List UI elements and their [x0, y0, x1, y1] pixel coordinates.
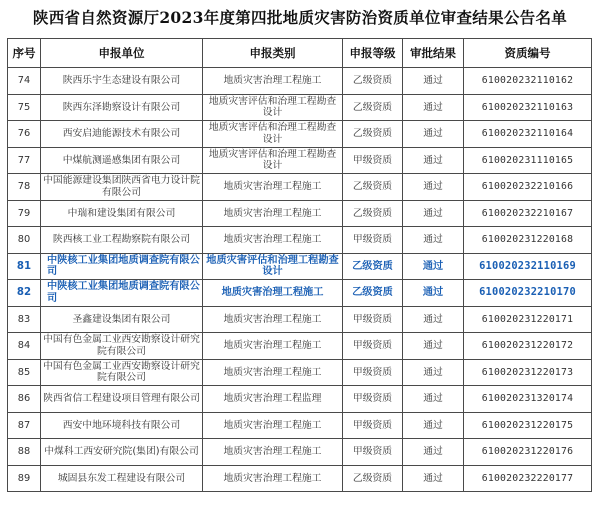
table-row — [8, 359, 592, 386]
cell-result: 通过 — [403, 280, 464, 307]
cell-code: 610020232210167 — [464, 200, 592, 227]
cell-number: 75 — [8, 94, 41, 121]
table-row — [8, 147, 592, 174]
cell-code: 610020231220168 — [464, 227, 592, 254]
table-row — [8, 306, 592, 333]
cell-number: 87 — [8, 412, 41, 439]
cell-code: 610020232110169 — [464, 253, 592, 280]
cell-category: 地质灾害治理工程施工 — [203, 200, 343, 227]
cell-result: 通过 — [403, 200, 464, 227]
cell-category: 地质灾害治理工程施工 — [203, 174, 343, 201]
cell-result: 通过 — [403, 227, 464, 254]
cell-unit: 中煤航测遥感集团有限公司 — [41, 147, 203, 174]
cell-number: 81 — [8, 253, 41, 280]
cell-category: 地质灾害治理工程施工 — [203, 359, 343, 386]
cell-category: 地质灾害评估和治理工程勘查设计 — [203, 147, 343, 174]
cell-code: 610020232210166 — [464, 174, 592, 201]
cell-category: 地质灾害治理工程施工 — [203, 465, 343, 492]
cell-result: 通过 — [403, 359, 464, 386]
cell-number: 78 — [8, 174, 41, 201]
cell-number: 84 — [8, 333, 41, 360]
cell-level: 乙级资质 — [343, 200, 403, 227]
cell-number: 79 — [8, 200, 41, 227]
cell-result: 通过 — [403, 333, 464, 360]
cell-code: 610020232220177 — [464, 465, 592, 492]
cell-result: 通过 — [403, 465, 464, 492]
cell-number: 74 — [8, 68, 41, 95]
cell-category: 地质灾害治理工程施工 — [203, 333, 343, 360]
cell-number: 82 — [8, 280, 41, 307]
cell-level: 甲级资质 — [343, 227, 403, 254]
cell-unit: 城固县东发工程建设有限公司 — [41, 465, 203, 492]
cell-level: 甲级资质 — [343, 439, 403, 466]
table-body — [8, 68, 592, 492]
table-row — [8, 412, 592, 439]
table-row — [8, 465, 592, 492]
cell-unit: 陕西乐宇生态建设有限公司 — [41, 68, 203, 95]
cell-number: 86 — [8, 386, 41, 413]
cell-category: 地质灾害治理工程施工 — [203, 306, 343, 333]
cell-category: 地质灾害治理工程施工 — [203, 280, 343, 307]
cell-result: 通过 — [403, 174, 464, 201]
cell-level: 乙级资质 — [343, 68, 403, 95]
column-header-result: 审批结果 — [403, 39, 464, 68]
column-header-code: 资质编号 — [464, 39, 592, 68]
cell-category: 地质灾害治理工程施工 — [203, 68, 343, 95]
cell-code: 610020232110162 — [464, 68, 592, 95]
table-row — [8, 280, 592, 307]
cell-level: 甲级资质 — [343, 306, 403, 333]
cell-code: 610020231320174 — [464, 386, 592, 413]
cell-code: 610020231220176 — [464, 439, 592, 466]
cell-code: 610020232110163 — [464, 94, 592, 121]
cell-number: 76 — [8, 121, 41, 148]
cell-category: 地质灾害治理工程监理 — [203, 386, 343, 413]
table-row — [8, 200, 592, 227]
cell-level: 甲级资质 — [343, 333, 403, 360]
cell-unit: 中国有色金属工业西安勘察设计研究院有限公司 — [41, 333, 203, 360]
cell-level: 乙级资质 — [343, 121, 403, 148]
cell-code: 610020231220171 — [464, 306, 592, 333]
cell-result: 通过 — [403, 147, 464, 174]
table-row — [8, 386, 592, 413]
cell-number: 77 — [8, 147, 41, 174]
cell-level: 乙级资质 — [343, 465, 403, 492]
cell-code: 610020231220172 — [464, 333, 592, 360]
cell-result: 通过 — [403, 439, 464, 466]
table-row — [8, 227, 592, 254]
cell-result: 通过 — [403, 121, 464, 148]
cell-unit: 中国有色金属工业西安勘察设计研究院有限公司 — [41, 359, 203, 386]
cell-unit: 中国能源建设集团陕西省电力设计院有限公司 — [41, 174, 203, 201]
cell-result: 通过 — [403, 253, 464, 280]
table-row — [8, 94, 592, 121]
cell-unit: 中瑞和建设集团有限公司 — [41, 200, 203, 227]
table-row — [8, 253, 592, 280]
cell-level: 甲级资质 — [343, 386, 403, 413]
cell-code: 610020231110165 — [464, 147, 592, 174]
cell-result: 通过 — [403, 306, 464, 333]
page-title: 陕西省自然资源厅2023年度第四批地质灾害防治资质单位审查结果公告名单 — [32, 8, 568, 27]
cell-category: 地质灾害评估和治理工程勘查设计 — [203, 253, 343, 280]
cell-category: 地质灾害评估和治理工程勘查设计 — [203, 94, 343, 121]
table-row — [8, 121, 592, 148]
column-header-no: 序号 — [8, 39, 41, 68]
cell-result: 通过 — [403, 94, 464, 121]
column-header-category: 申报类别 — [203, 39, 343, 68]
cell-category: 地质灾害治理工程施工 — [203, 439, 343, 466]
cell-unit: 西安中地环境科技有限公司 — [41, 412, 203, 439]
cell-unit: 中陕核工业集团地质调查院有限公司 — [41, 253, 203, 280]
cell-unit: 陕西核工业工程勘察院有限公司 — [41, 227, 203, 254]
cell-number: 83 — [8, 306, 41, 333]
header-row — [8, 39, 592, 68]
cell-code: 610020231220175 — [464, 412, 592, 439]
table-row — [8, 174, 592, 201]
cell-code: 610020231220173 — [464, 359, 592, 386]
cell-result: 通过 — [403, 68, 464, 95]
table-row — [8, 68, 592, 95]
cell-unit: 西安启迪能源技术有限公司 — [41, 121, 203, 148]
cell-unit: 中陕核工业集团地质调查院有限公司 — [41, 280, 203, 307]
cell-level: 乙级资质 — [343, 94, 403, 121]
cell-unit: 陕西东泽勘察设计有限公司 — [41, 94, 203, 121]
cell-number: 85 — [8, 359, 41, 386]
cell-category: 地质灾害评估和治理工程勘查设计 — [203, 121, 343, 148]
cell-unit: 中煤科工西安研究院(集团)有限公司 — [41, 439, 203, 466]
table-row — [8, 439, 592, 466]
cell-level: 乙级资质 — [343, 253, 403, 280]
cell-result: 通过 — [403, 386, 464, 413]
cell-unit: 圣鑫建设集团有限公司 — [41, 306, 203, 333]
cell-level: 甲级资质 — [343, 147, 403, 174]
table-row — [8, 333, 592, 360]
cell-code: 610020232110164 — [464, 121, 592, 148]
cell-number: 89 — [8, 465, 41, 492]
cell-unit: 陕西省信工程建设项目管理有限公司 — [41, 386, 203, 413]
cell-level: 甲级资质 — [343, 359, 403, 386]
cell-number: 88 — [8, 439, 41, 466]
cell-code: 610020232210170 — [464, 280, 592, 307]
cell-category: 地质灾害治理工程施工 — [203, 412, 343, 439]
cell-level: 甲级资质 — [343, 412, 403, 439]
cell-level: 乙级资质 — [343, 280, 403, 307]
cell-result: 通过 — [403, 412, 464, 439]
column-header-level: 申报等级 — [343, 39, 403, 68]
results-table — [7, 38, 592, 492]
cell-category: 地质灾害治理工程施工 — [203, 227, 343, 254]
cell-level: 乙级资质 — [343, 174, 403, 201]
cell-number: 80 — [8, 227, 41, 254]
column-header-unit: 申报单位 — [41, 39, 203, 68]
